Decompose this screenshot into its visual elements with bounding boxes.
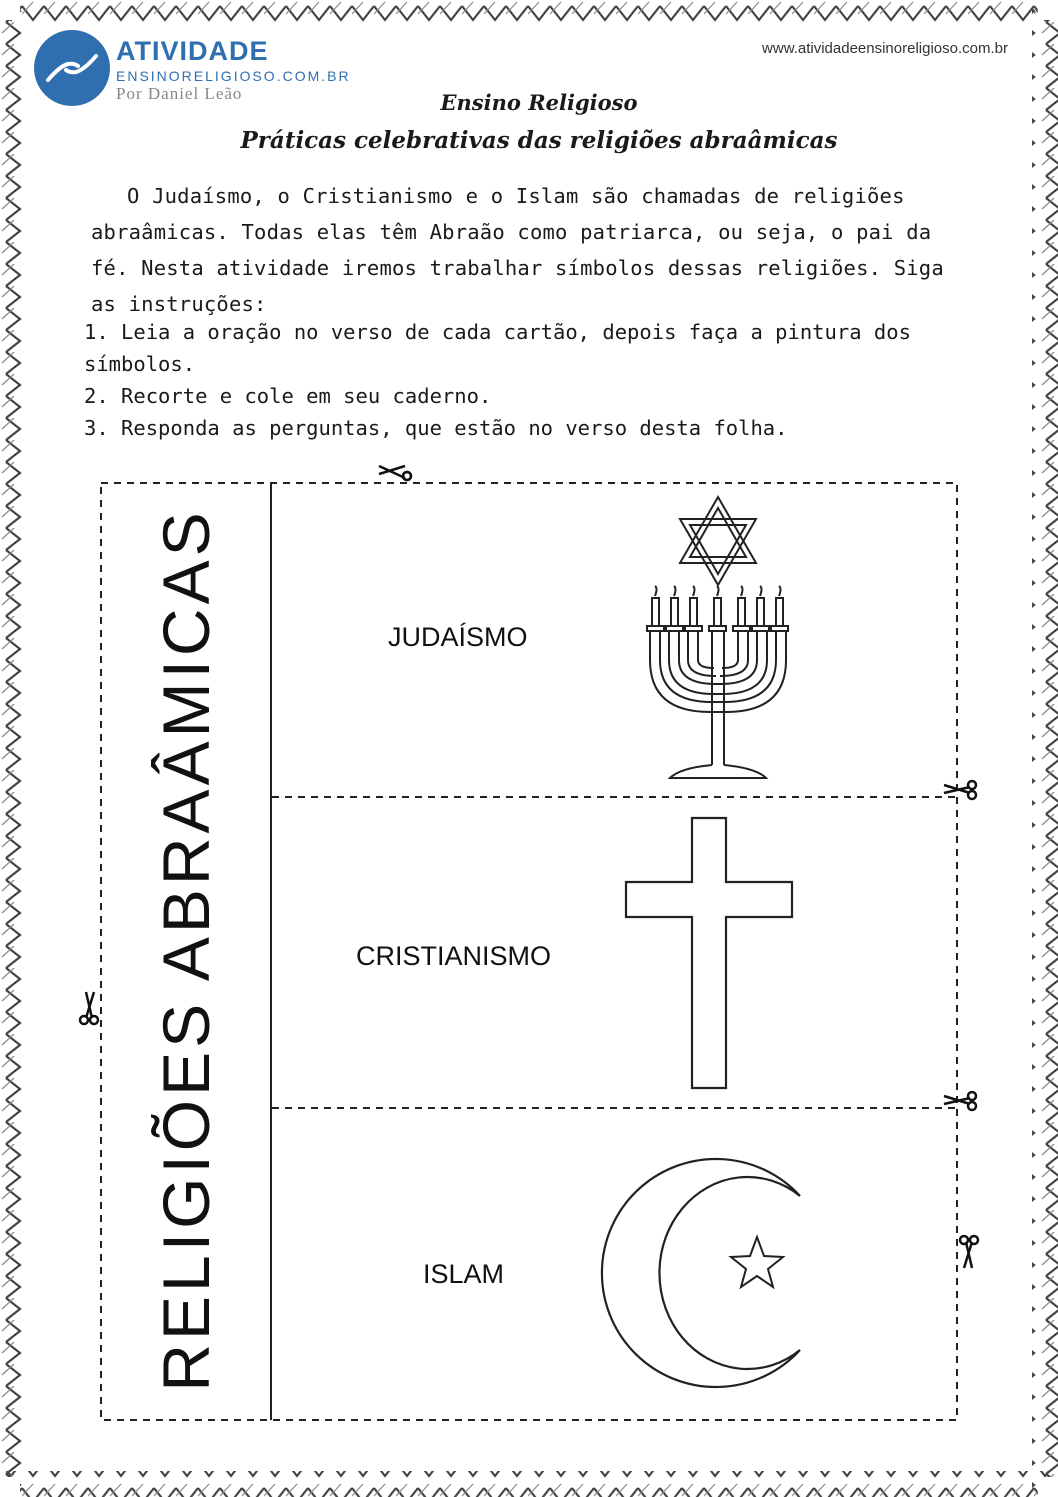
logo-author: Por Daniel Leão <box>116 84 243 103</box>
subject-heading: Ensino Religioso <box>440 90 638 115</box>
menorah-icon <box>647 586 788 778</box>
instruction-item: 3. Responda as perguntas, que estão no verso desta folha. <box>84 416 788 440</box>
crescent-icon <box>602 1159 800 1387</box>
scissors-icon <box>379 466 411 480</box>
logo-subtitle: ENSINORELIGIOSO.COM.BR <box>116 68 351 84</box>
topic-heading: Práticas celebrativas das religiões abraâmicas <box>240 127 838 154</box>
website-url[interactable]: www.atividadeensinoreligioso.com.br <box>762 40 1008 57</box>
instruction-item: 2. Recorte e cole em seu caderno. <box>84 384 492 408</box>
logo-title: ATIVIDADE <box>116 36 269 66</box>
star-icon <box>731 1237 783 1287</box>
scissors-icon <box>80 992 98 1024</box>
card-label-judaism: JUDAÍSMO <box>388 622 528 652</box>
intro-text: O Judaísmo, o Cristianismo e o Islam são chamadas de religiões abraâmicas. Todas elas têm Abraão como patriarca, ou seja, o pai da fé. Nesta atividade iremos trabalhar símbolos dessas religiões. Siga as instruções: <box>91 184 944 316</box>
cross-icon <box>626 818 792 1088</box>
card-label-christianity: CRISTIANISMO <box>356 941 552 971</box>
card-label-islam: ISLAM <box>423 1259 505 1289</box>
vertical-title: RELIGIÕES ABRAÂMICAS <box>149 508 223 1392</box>
menorah-candles <box>647 586 788 631</box>
star-of-david-icon <box>680 497 756 585</box>
scissors-icon <box>960 1236 978 1268</box>
instruction-item: 1. Leia a oração no verso de cada cartão, depois faça a pintura dos símbolos. <box>84 320 911 376</box>
